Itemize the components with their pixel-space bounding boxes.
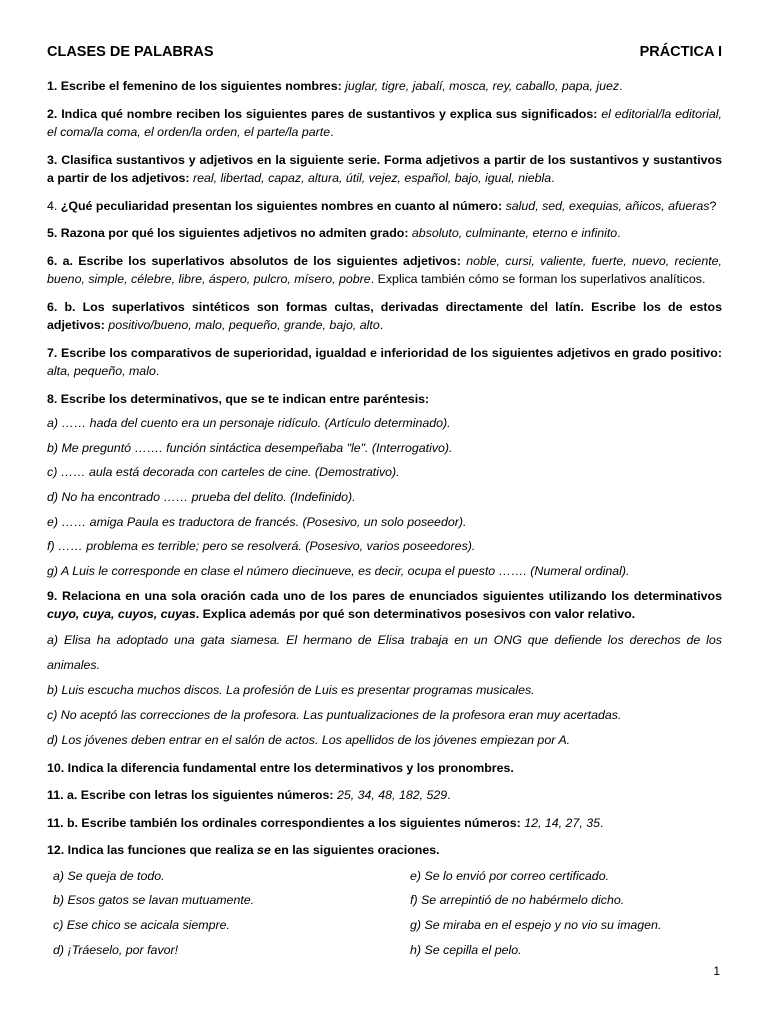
question-3-end: .: [551, 171, 555, 185]
list-item: c) …… aula está decorada con carteles de cine. (Demostrativo).: [47, 465, 400, 480]
list-item: e) …… amiga Paula es traductora de francés. (Posesivo, un solo poseedor).: [47, 514, 467, 529]
question-7: [47, 344, 722, 381]
question-11a-end: .: [447, 788, 451, 803]
question-12-stem-a: 12. Indica las funciones que realiza: [47, 843, 254, 858]
worksheet-header: [47, 44, 722, 60]
list-item: e) Se lo envió por correo certificado.: [410, 868, 610, 883]
question-1-items: juglar, tigre, jabalí, mosca, rey, caballo, papa, juez: [345, 79, 620, 93]
question-6b-end: .: [379, 318, 384, 332]
question-1-stem: 1. Escribe el femenino de los siguientes nombres:: [47, 79, 342, 93]
question-6a-stem: 6. a. Escribe los superlativos absolutos de los siguientes adjetivos:: [47, 253, 461, 268]
list-item: c) No aceptó las correcciones de la profesora. Las puntualizaciones de la profesora eran muy acertadas.: [47, 707, 622, 722]
question-8-list: [47, 414, 722, 581]
question-11a: [47, 786, 722, 805]
list-item: d) No ha encontrado …… prueba del delito. (Indefinido).: [47, 490, 356, 505]
question-5-items: absoluto, culminante, eterno e infinito: [411, 226, 618, 240]
list-item: b) Me preguntó ……. función sintáctica desempeñaba "le". (Interrogativo).: [47, 440, 453, 455]
worksheet-page: [47, 44, 722, 965]
question-2: [47, 105, 722, 142]
list-item: a) …… hada del cuento era un personaje ridículo. (Artículo determinado).: [47, 416, 451, 430]
question-10: [47, 759, 722, 778]
question-9: [47, 587, 722, 624]
page-number: 1: [713, 964, 720, 978]
list-item: c) Ese chico se acicala siempre.: [53, 918, 230, 932]
question-9-stem: 9. Relaciona en una sola oración cada uno de los pares de enunciados siguientes utilizando los determinativos: [47, 588, 722, 603]
practice-label: PRÁCTICA I: [639, 44, 722, 60]
question-11a-items: 25, 34, 48, 182, 529: [336, 788, 448, 803]
question-2-stem: 2. Indica qué nombre reciben los siguientes pares de sustantivos y explica sus significados:: [47, 106, 598, 121]
question-12-stem-b: en las siguientes oraciones.: [274, 843, 440, 858]
question-4-items: salud, sed, exequias, añicos, afueras: [505, 198, 710, 213]
list-item: g) A Luis le corresponde en clase el número diecinueve, es decir, ocupa el puesto ……. (Numeral ordinal).: [47, 564, 630, 579]
list-item: f) Se arrepintió de no habérmelo dicho.: [410, 893, 625, 908]
question-11b-end: .: [600, 815, 604, 830]
list-item: h) Se cepilla el pelo.: [410, 942, 522, 957]
question-6a-items: noble, cursi, valiente, fuerte, nuevo, reciente, bueno, simple, célebre, libre, áspero, pulcro, mísero, pobre: [47, 253, 722, 286]
question-1: [47, 77, 722, 96]
list-item: b) Luis escucha muchos discos. La profesión de Luis es presentar programas musicales.: [47, 682, 535, 697]
question-12-word: se: [257, 843, 271, 858]
question-6a: [47, 252, 722, 289]
question-7-items: alta, pequeño, malo: [47, 364, 156, 378]
list-item: a) Se queja de todo.: [53, 868, 165, 883]
question-10-stem: 10. Indica la diferencia fundamental entre los determinativos y los pronombres.: [47, 760, 514, 775]
question-2-items: el editorial/la editorial, el coma/la coma, el orden/la orden, el parte/la parte: [47, 106, 722, 139]
question-3-items: real, libertad, capaz, altura, útil, vejez, español, bajo, igual, niebla: [193, 171, 552, 185]
question-11a-stem: 11. a. Escribe con letras los siguientes números:: [47, 788, 334, 803]
question-7-stem: 7. Escribe los comparativos de superioridad, igualdad e inferioridad de los siguientes adjetivos en grado positivo:: [47, 345, 722, 360]
question-9-list: [47, 628, 722, 753]
question-6b-items: positivo/bueno, malo, pequeño, grande, bajo, alto: [108, 318, 380, 332]
question-3-stem: 3. Clasifica sustantivos y adjetivos en la siguiente serie. Forma adjetivos a partir de los sustantivos y sustantivos a partir de los adjetivos:: [47, 152, 722, 185]
question-2-end: .: [330, 125, 334, 139]
question-11b: [47, 814, 722, 833]
question-4-stem: ¿Qué peculiaridad presentan los siguientes nombres en cuanto al número:: [60, 198, 503, 213]
list-item: f) …… problema es terrible; pero se resolverá. (Posesivo, varios poseedores).: [47, 539, 476, 554]
question-6a-rest: . Explica también cómo se forman los superlativos analíticos.: [370, 272, 706, 286]
question-6b-stem: 6. b. Los superlativos sintéticos son formas cultas, derivadas directamente del latín. Escribe los de estos adjetivos:: [47, 299, 722, 332]
question-11b-stem: 11. b. Escribe también los ordinales correspondientes a los siguientes números:: [47, 815, 521, 830]
list-item: d) ¡Tráeselo, por favor!: [53, 942, 179, 957]
list-item: b) Esos gatos se lavan mutuamente.: [53, 893, 255, 908]
question-8-stem: 8. Escribe los determinativos, que se te indican entre paréntesis:: [47, 391, 430, 406]
question-4: [47, 197, 722, 216]
worksheet-title: CLASES DE PALABRAS: [47, 44, 214, 60]
list-item: g) Se miraba en el espejo y no vio su imagen.: [410, 918, 662, 932]
question-6b: [47, 298, 722, 335]
question-9-words: cuyo, cuya, cuyos, cuyas: [47, 607, 196, 622]
question-5-end: .: [617, 226, 621, 240]
question-4-number: 4.: [47, 198, 61, 213]
question-1-end: .: [619, 79, 623, 93]
question-3: [47, 151, 722, 188]
question-7-end: .: [155, 364, 160, 378]
question-5-stem: 5. Razona por qué los siguientes adjetivos no admiten grado:: [47, 226, 409, 240]
list-item: d) Los jóvenes deben entrar en el salón de actos. Los apellidos de los jóvenes empiezan por A.: [47, 732, 571, 747]
list-item: a) Elisa ha adoptado una gata siamesa. El hermano de Elisa trabaja en un ONG que defiende los derechos de los animales.: [47, 632, 722, 672]
question-11b-items: 12, 14, 27, 35: [524, 815, 600, 830]
question-12: [47, 841, 722, 860]
question-9-rest: . Explica además por qué son determinativos posesivos con valor relativo.: [195, 607, 636, 622]
question-5: [47, 224, 722, 243]
question-12-grid: [47, 867, 722, 966]
question-8: [47, 390, 722, 409]
question-4-end: ?: [709, 198, 717, 213]
